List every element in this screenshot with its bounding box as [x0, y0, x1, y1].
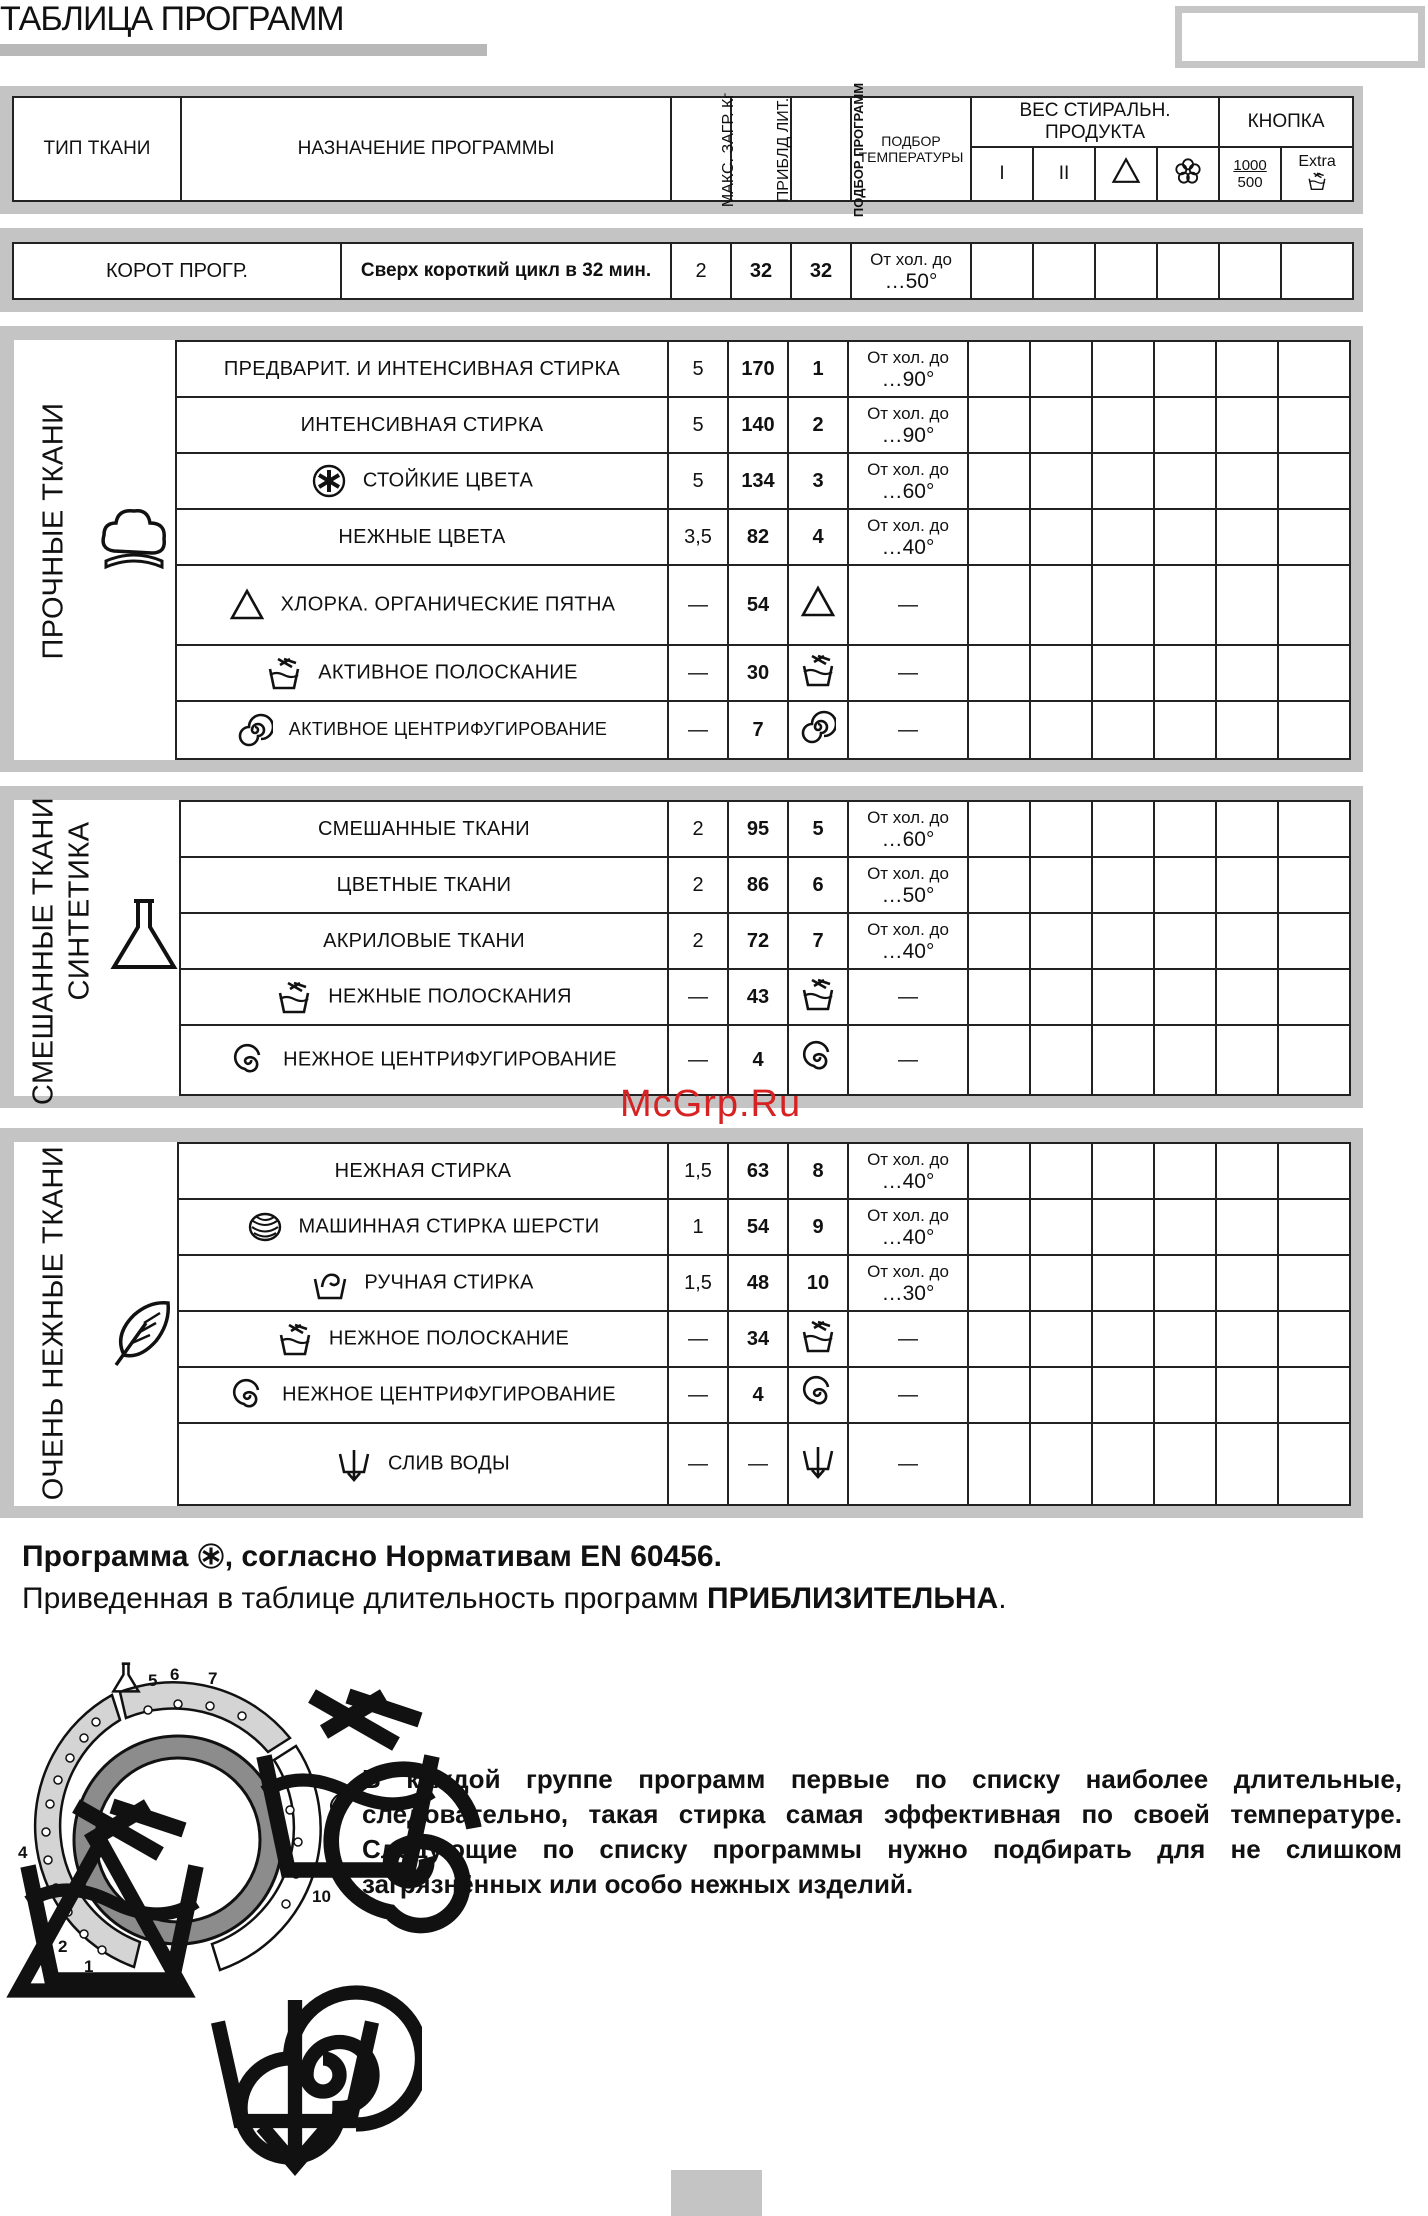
program-temp-from-2: От хол. до	[867, 404, 949, 423]
program-load-10: 1,5	[668, 1255, 728, 1311]
program-liters-soft-spin: 4	[728, 1025, 788, 1095]
program-select-3: 3	[788, 453, 848, 509]
program-liters-delicate-rinse: 34	[728, 1311, 788, 1367]
program-load-spin: —	[668, 701, 728, 759]
program-liters-7: 72	[728, 913, 788, 969]
rinse-icon	[277, 1321, 313, 1357]
program-load-2: 5	[668, 397, 728, 453]
program-temp-from-8: От хол. до	[867, 1150, 949, 1169]
program-name-bleach: ХЛОРКА. ОРГАНИЧЕСКИЕ ПЯТНА	[280, 593, 616, 616]
cotton-category-label: ПРОЧНЫЕ ТКАНИ	[37, 402, 70, 660]
standard-note	[22, 1540, 722, 1574]
program-select-5: 5	[788, 801, 848, 857]
triangle-bleach-icon	[1095, 147, 1157, 201]
program-temp-from-10: От хол. до	[867, 1262, 949, 1281]
short-program-load: 2	[671, 243, 731, 299]
program-load-3: 5	[668, 453, 728, 509]
header-detergent-2: II	[1033, 147, 1095, 201]
dial-label-6: 6	[170, 1665, 180, 1684]
page-title: ТАБЛИЦА ПРОГРАММ	[0, 0, 344, 38]
program-name-soft-rinse: НЕЖНЫЕ ПОЛОСКАНИЯ	[328, 985, 572, 1008]
cotton-bale-icon	[96, 501, 172, 577]
spiral-spin-icon	[230, 1377, 266, 1413]
synthetics-category-cell	[14, 796, 180, 1106]
program-temp-to-2: …90°	[881, 424, 935, 447]
program-load-4: 3,5	[668, 509, 728, 565]
header-detergent-weight: ВЕС СТИРАЛЬН. ПРОДУКТА	[971, 97, 1219, 147]
short-program-table	[12, 242, 1354, 300]
program-name-1: ПРЕДВАРИТ. И ИНТЕНСИВНАЯ СТИРКА	[176, 341, 668, 397]
program-temp-to-5: …60°	[881, 828, 935, 851]
duration-note-text: Приведенная в таблице длительность программ	[22, 1582, 708, 1615]
page-number-box	[1175, 6, 1425, 68]
program-name-3: СТОЙКИЕ ЦВЕТА	[362, 469, 534, 492]
wool-skein-icon	[247, 1209, 283, 1245]
dial-label-1: 1	[84, 1957, 94, 1976]
delicates-program-table	[14, 1142, 1351, 1506]
program-name-delicate-rinse: НЕЖНОЕ ПОЛОСКАНИЕ	[328, 1327, 570, 1350]
program-temp-from-3: От хол. до	[867, 460, 949, 479]
program-load-soft-rinse: —	[668, 969, 728, 1025]
page-number-tab	[671, 2170, 762, 2216]
header-program-purpose: НАЗНАЧЕНИЕ ПРОГРАММЫ	[181, 97, 671, 201]
hand-wash-icon	[312, 1265, 348, 1301]
program-temp-rinse: —	[848, 645, 968, 701]
program-load-delicate-spin: —	[668, 1367, 728, 1423]
program-temp-delicate-spin: —	[848, 1367, 968, 1423]
cotton-category-cell	[14, 341, 176, 759]
header-max-load: МАКС. ЗАГР. Кг	[720, 92, 738, 208]
program-liters-5: 95	[728, 801, 788, 857]
program-temp-to-8: …40°	[881, 1170, 935, 1193]
program-name-7: АКРИЛОВЫЕ ТКАНИ	[180, 913, 668, 969]
program-liters-bleach: 54	[728, 565, 788, 645]
program-select-1: 1	[788, 341, 848, 397]
program-load-6: 2	[668, 857, 728, 913]
short-program-purpose: Сверх короткий цикл в 32 мин.	[341, 243, 671, 299]
program-load-drain: —	[668, 1423, 728, 1505]
rinse-icon	[788, 1311, 848, 1367]
program-temp-from-4: От хол. до	[867, 516, 949, 535]
short-program-select: 32	[791, 243, 851, 299]
program-temp-drain: —	[848, 1423, 968, 1505]
program-name-rinse: АКТИВНОЕ ПОЛОСКАНИЕ	[318, 661, 578, 684]
program-temp-from-7: От хол. до	[867, 920, 949, 939]
program-liters-delicate-spin: 4	[728, 1367, 788, 1423]
program-load-7: 2	[668, 913, 728, 969]
triangle-bleach-icon	[788, 565, 848, 645]
program-temp-soft-rinse: —	[848, 969, 968, 1025]
short-program-temp-from: От хол. до	[870, 250, 952, 269]
dial-label-7: 7	[208, 1669, 218, 1688]
program-liters-8: 63	[728, 1143, 788, 1199]
dial-label-5: 5	[148, 1671, 158, 1690]
drain-icon	[336, 1446, 372, 1482]
program-liters-9: 54	[728, 1199, 788, 1255]
program-liters-6: 86	[728, 857, 788, 913]
program-load-delicate-rinse: —	[668, 1311, 728, 1367]
program-select-2: 2	[788, 397, 848, 453]
spiral-spin-icon	[788, 701, 848, 759]
program-temp-to-9: …40°	[881, 1226, 935, 1249]
program-temp-to-10: …30°	[881, 1282, 935, 1305]
program-load-8: 1,5	[668, 1143, 728, 1199]
program-name-2: ИНТЕНСИВНАЯ СТИРКА	[176, 397, 668, 453]
program-name-9: МАШИННАЯ СТИРКА ШЕРСТИ	[298, 1215, 600, 1238]
program-temp-soft-spin: —	[848, 1025, 968, 1095]
duration-note	[22, 1582, 1007, 1616]
program-name-4: НЕЖНЫЕ ЦВЕТА	[176, 509, 668, 565]
header-speed-bottom: 500	[1237, 174, 1263, 191]
program-temp-to-1: …90°	[881, 368, 935, 391]
program-advice-paragraph: В каждой группе программ первые по списку наиболее длительные, следовательно, такая стирка самая эффективная по своей температуре. Следующие по списку программы нужно подбирать для не слишком загрязнённых или особо нежных изделий.	[362, 1764, 1402, 1899]
asterisk-circle-icon	[197, 1542, 225, 1570]
rinse-icon	[788, 969, 848, 1025]
program-name-10: РУЧНАЯ СТИРКА	[364, 1271, 534, 1294]
standard-note-suffix: , согласно Нормативам EN 60456.	[224, 1540, 722, 1573]
duration-note-emphasis: ПРИБЛИЗИТЕЛЬНА	[707, 1582, 999, 1615]
flask-icon	[106, 897, 182, 973]
header-temp-select: ПОДБОР ТЕМПЕРАТУРЫ	[851, 97, 971, 201]
rinse-icon	[266, 655, 302, 691]
rinse-icon	[788, 645, 848, 701]
synthetics-category-label-2: СИНТЕТИКА	[63, 821, 96, 1001]
watermark: McGrp.Ru	[620, 1083, 802, 1125]
triangle-bleach-icon	[229, 587, 265, 623]
program-dial-diagram	[0, 1640, 360, 2000]
dial-label-2: 2	[58, 1937, 68, 1956]
dial-label-4: 4	[18, 1843, 28, 1862]
program-temp-to-7: …40°	[881, 940, 935, 963]
rinse-icon	[1307, 171, 1327, 191]
program-liters-3: 134	[728, 453, 788, 509]
program-liters-rinse: 30	[728, 645, 788, 701]
program-load-1: 5	[668, 341, 728, 397]
title-underline	[0, 44, 487, 56]
program-name-spin: АКТИВНОЕ ЦЕНТРИФУГИРОВАНИЕ	[288, 718, 608, 739]
program-load-bleach: —	[668, 565, 728, 645]
program-temp-spin: —	[848, 701, 968, 759]
program-select-10: 10	[788, 1255, 848, 1311]
dial-flask-icon	[113, 1664, 138, 1692]
spiral-spin-icon	[788, 1367, 848, 1423]
short-program-fabric: КОРОТ ПРОГР.	[13, 243, 341, 299]
program-temp-from-1: От хол. до	[867, 348, 949, 367]
header-liters: ПРИБЛД ЛИТ.	[775, 97, 793, 203]
dial-label-10: 10	[312, 1887, 331, 1906]
header-extra: Extra	[1298, 152, 1336, 170]
header-fabric-type: ТИП ТКАНИ	[13, 97, 181, 201]
delicates-category-label: ОЧЕНЬ НЕЖНЫЕ ТКАНИ	[37, 1145, 70, 1501]
program-table-header	[12, 82, 1354, 218]
asterisk-circle-icon	[311, 463, 347, 499]
program-liters-4: 82	[728, 509, 788, 565]
drain-icon	[788, 1423, 848, 1505]
program-select-6: 6	[788, 857, 848, 913]
program-liters-spin: 7	[728, 701, 788, 759]
program-name-8: НЕЖНАЯ СТИРКА	[178, 1143, 668, 1199]
program-temp-from-5: От хол. до	[867, 808, 949, 827]
header-program-select: ПОДБОР ПРОГРАММ	[851, 82, 867, 218]
header-speed-top: 1000	[1233, 157, 1267, 174]
program-load-5: 2	[668, 801, 728, 857]
program-name-drain: СЛИВ ВОДЫ	[388, 1452, 510, 1475]
program-liters-soft-rinse: 43	[728, 969, 788, 1025]
program-temp-bleach: —	[848, 565, 968, 645]
program-load-9: 1	[668, 1199, 728, 1255]
program-temp-delicate-rinse: —	[848, 1311, 968, 1367]
header-button: КНОПКА	[1219, 97, 1353, 147]
program-temp-to-4: …40°	[881, 536, 935, 559]
program-select-9: 9	[788, 1199, 848, 1255]
program-liters-10: 48	[728, 1255, 788, 1311]
program-name-soft-spin: НЕЖНОЕ ЦЕНТРИФУГИРОВАНИЕ	[283, 1048, 617, 1071]
program-select-8: 8	[788, 1143, 848, 1199]
cotton-program-table	[14, 340, 1351, 760]
rinse-icon	[276, 979, 312, 1015]
synthetics-category-label-1: СМЕШАННЫЕ ТКАНИ	[27, 796, 60, 1106]
spiral-spin-icon	[237, 712, 273, 748]
program-select-4: 4	[788, 509, 848, 565]
program-liters-2: 140	[728, 397, 788, 453]
spiral-spin-icon	[231, 1042, 267, 1078]
program-load-rinse: —	[668, 645, 728, 701]
feather-icon	[106, 1295, 182, 1371]
program-temp-from-9: От хол. до	[867, 1206, 949, 1225]
header-detergent-1: I	[971, 147, 1033, 201]
duration-note-period: .	[998, 1582, 1007, 1615]
program-temp-to-3: …60°	[881, 480, 935, 503]
program-select-7: 7	[788, 913, 848, 969]
program-name-delicate-spin: НЕЖНОЕ ЦЕНТРИФУГИРОВАНИЕ	[282, 1383, 616, 1406]
short-program-liters: 32	[731, 243, 791, 299]
program-temp-to-6: …50°	[881, 884, 935, 907]
program-liters-drain: —	[728, 1423, 788, 1505]
program-load-soft-spin: —	[668, 1025, 728, 1095]
standard-note-prefix: Программа	[22, 1540, 189, 1573]
flower-icon	[1157, 147, 1219, 201]
program-liters-1: 170	[728, 341, 788, 397]
short-program-temp-to: …50°	[884, 270, 938, 293]
program-name-6: ЦВЕТНЫЕ ТКАНИ	[180, 857, 668, 913]
program-name-5: СМЕШАННЫЕ ТКАНИ	[180, 801, 668, 857]
delicates-category-cell	[14, 1143, 178, 1505]
program-temp-from-6: От хол. до	[867, 864, 949, 883]
